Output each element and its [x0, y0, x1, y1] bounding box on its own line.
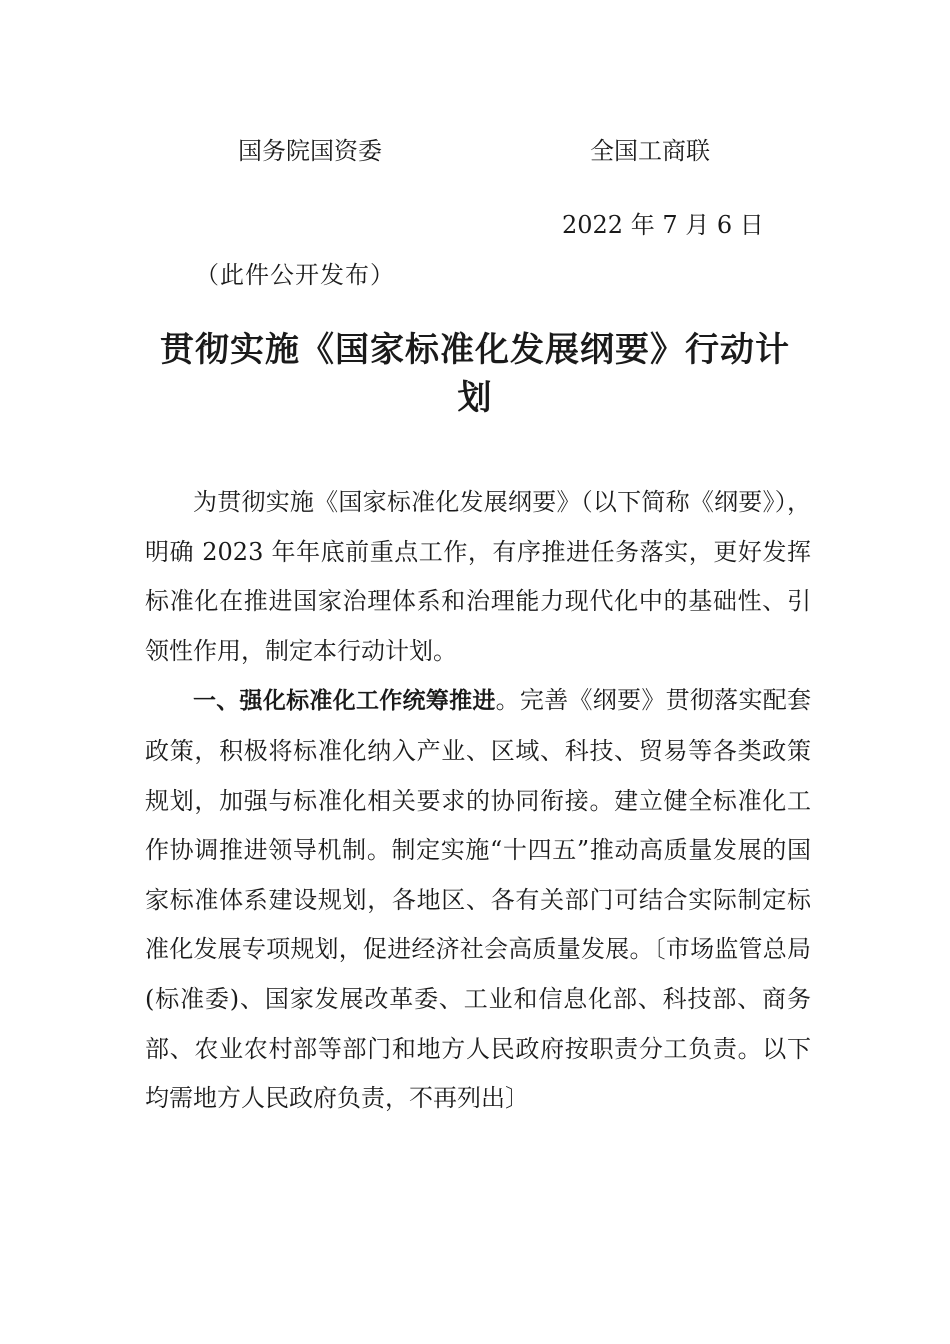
- issuer-acfic: 全国工商联: [590, 137, 710, 165]
- section-1-heading: 一、强化标准化工作统筹推进: [193, 688, 496, 715]
- document-title: 贯彻实施《国家标准化发展纲要》行动计划: [160, 330, 790, 418]
- section-1-text: 。完善《纲要》贯彻落实配套政策，积极将标准化纳入产业、区域、科技、贸易等各类政策规划，加强与标准化相关要求的协同衔接。建立健全标准化工作协调推进领导机制。制定实施“十四五”推动高质量发展的国家标准体系建设规划，各地区、各有关部门可结合实际制定标准化发展专项规划，促进经济社会高质量发展。〔市场监管总局(标准委)、国家发展改革委、工业和信息化部、科技部、商务部、农业农村部等部门和地方人民政府按职责分工负责。以下均需地方人民政府负责，不再列出〕: [145, 686, 811, 1113]
- publication-notice: （此件公开发布）: [195, 261, 395, 289]
- issue-date: 2022 年 7 月 6 日: [562, 211, 764, 239]
- section-1-paragraph: [145, 676, 811, 1123]
- issuer-sasac: 国务院国资委: [238, 137, 382, 165]
- document-body: [145, 478, 811, 1124]
- intro-paragraph: 为贯彻实施《国家标准化发展纲要》（以下简称《纲要》），明确 2023 年年底前重点工作，有序推进任务落实，更好发挥标准化在推进国家治理体系和治理能力现代化中的基础性、引领性作用，制定本行动计划。: [145, 488, 811, 665]
